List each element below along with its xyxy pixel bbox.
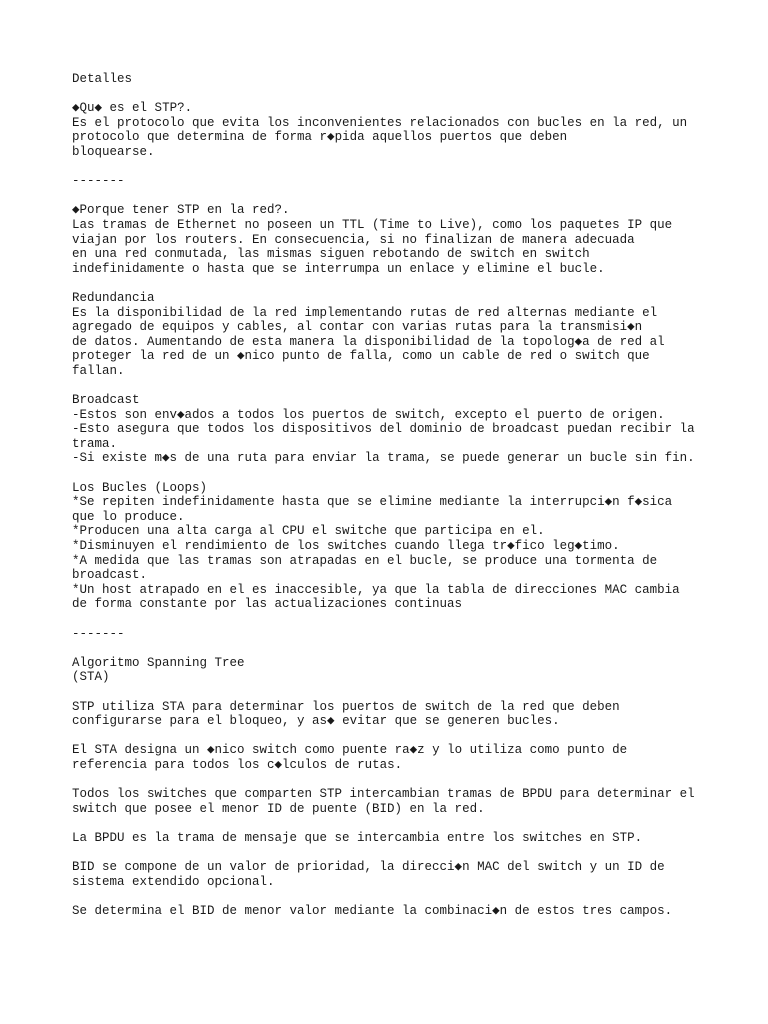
text-line: Broadcast bbox=[72, 393, 140, 408]
text-line bbox=[72, 160, 752, 175]
text-line: El STA designa un ◆nico switch como puente ra◆z y lo utiliza como punto de bbox=[72, 743, 628, 758]
text-line: BID se compone de un valor de prioridad, la direcci◆n MAC del switch y un ID de bbox=[72, 860, 665, 875]
text-line bbox=[72, 378, 752, 393]
text-line: indefinidamente o hasta que se interrumpa un enlace y elimine el bucle. bbox=[72, 261, 605, 276]
text-line: protocolo que determina de forma r◆pida aquellos puertos que deben bbox=[72, 130, 568, 145]
text-line: -Esto asegura que todos los dispositivos del dominio de broadcast puedan recibir la bbox=[72, 422, 695, 437]
text-line: configurarse para el bloqueo, y as◆ evitar que se generen bucles. bbox=[72, 714, 560, 729]
text-line: switch que posee el menor ID de puente (BID) en la red. bbox=[72, 801, 485, 816]
text-line: STP utiliza STA para determinar los puertos de switch de la red que deben bbox=[72, 699, 620, 714]
text-line: *Un host atrapado en el es inaccesible, ya que la tabla de direcciones MAC cambia bbox=[72, 582, 680, 597]
text-line: Se determina el BID de menor valor mediante la combinaci◆n de estos tres campos. bbox=[72, 903, 673, 918]
text-line: viajan por los routers. En consecuencia, si no finalizan de manera adecuada bbox=[72, 232, 635, 247]
text-line bbox=[72, 685, 752, 700]
text-line: ------- bbox=[72, 626, 125, 641]
text-line: Detalles bbox=[72, 72, 133, 86]
text-line: Algoritmo Spanning Tree bbox=[72, 655, 245, 670]
text-line bbox=[72, 889, 752, 904]
text-line bbox=[72, 87, 752, 102]
text-line: sistema extendido opcional. bbox=[72, 874, 275, 889]
text-line: de forma constante por las actualizaciones continuas bbox=[72, 597, 463, 612]
text-line: -Si existe m◆s de una ruta para enviar la trama, se puede generar un bucle sin fin. bbox=[72, 451, 695, 466]
text-line: Es la disponibilidad de la red implementando rutas de red alternas mediante el bbox=[72, 305, 658, 320]
text-line bbox=[72, 773, 752, 788]
text-line: ◆Porque tener STP en la red?. bbox=[72, 203, 290, 218]
text-line: -Estos son env◆ados a todos los puertos de switch, excepto el puerto de origen. bbox=[72, 407, 665, 422]
text-line: agregado de equipos y cables, al contar con varias rutas para la transmisi◆n bbox=[72, 320, 643, 335]
document-text bbox=[72, 72, 752, 918]
text-line: proteger la red de un ◆nico punto de falla, como un cable de red o switch que bbox=[72, 349, 650, 364]
text-line: *A medida que las tramas son atrapadas en el bucle, se produce una tormenta de bbox=[72, 553, 658, 568]
text-line: Todos los switches que comparten STP intercambian tramas de BPDU para determinar el bbox=[72, 787, 695, 802]
text-line: de datos. Aumentando de esta manera la disponibilidad de la topolog◆a de red al bbox=[72, 334, 665, 349]
text-line bbox=[72, 466, 752, 481]
text-line: trama. bbox=[72, 436, 118, 451]
text-line bbox=[72, 612, 752, 627]
text-line bbox=[72, 276, 752, 291]
text-line: referencia para todos los c◆lculos de rutas. bbox=[72, 757, 403, 772]
text-line: *Producen una alta carga al CPU el switche que participa en el. bbox=[72, 524, 545, 539]
text-line: en una red conmutada, las mismas siguen rebotando de switch en switch bbox=[72, 247, 590, 262]
text-line: que lo produce. bbox=[72, 509, 185, 524]
text-line: (STA) bbox=[72, 670, 110, 685]
text-line: fallan. bbox=[72, 363, 125, 378]
text-line: bloquearse. bbox=[72, 144, 155, 159]
text-line bbox=[72, 729, 752, 744]
text-line: *Se repiten indefinidamente hasta que se elimine mediante la interrupci◆n f◆sica bbox=[72, 495, 673, 510]
text-line: Es el protocolo que evita los inconvenientes relacionados con bucles en la red, un bbox=[72, 115, 688, 130]
text-line: Las tramas de Ethernet no poseen un TTL (Time to Live), como los paquetes IP que bbox=[72, 217, 673, 232]
text-line: La BPDU es la trama de mensaje que se intercambia entre los switches en STP. bbox=[72, 830, 643, 845]
text-line: Redundancia bbox=[72, 290, 155, 305]
text-line bbox=[72, 816, 752, 831]
text-line bbox=[72, 845, 752, 860]
text-line: *Disminuyen el rendimiento de los switches cuando llega tr◆fico leg◆timo. bbox=[72, 539, 620, 553]
text-line: ------- bbox=[72, 174, 125, 189]
text-line: ◆Qu◆ es el STP?. bbox=[72, 101, 193, 116]
text-line: broadcast. bbox=[72, 568, 148, 583]
text-line: Los Bucles (Loops) bbox=[72, 480, 208, 495]
text-line bbox=[72, 189, 752, 204]
text-line bbox=[72, 641, 752, 656]
